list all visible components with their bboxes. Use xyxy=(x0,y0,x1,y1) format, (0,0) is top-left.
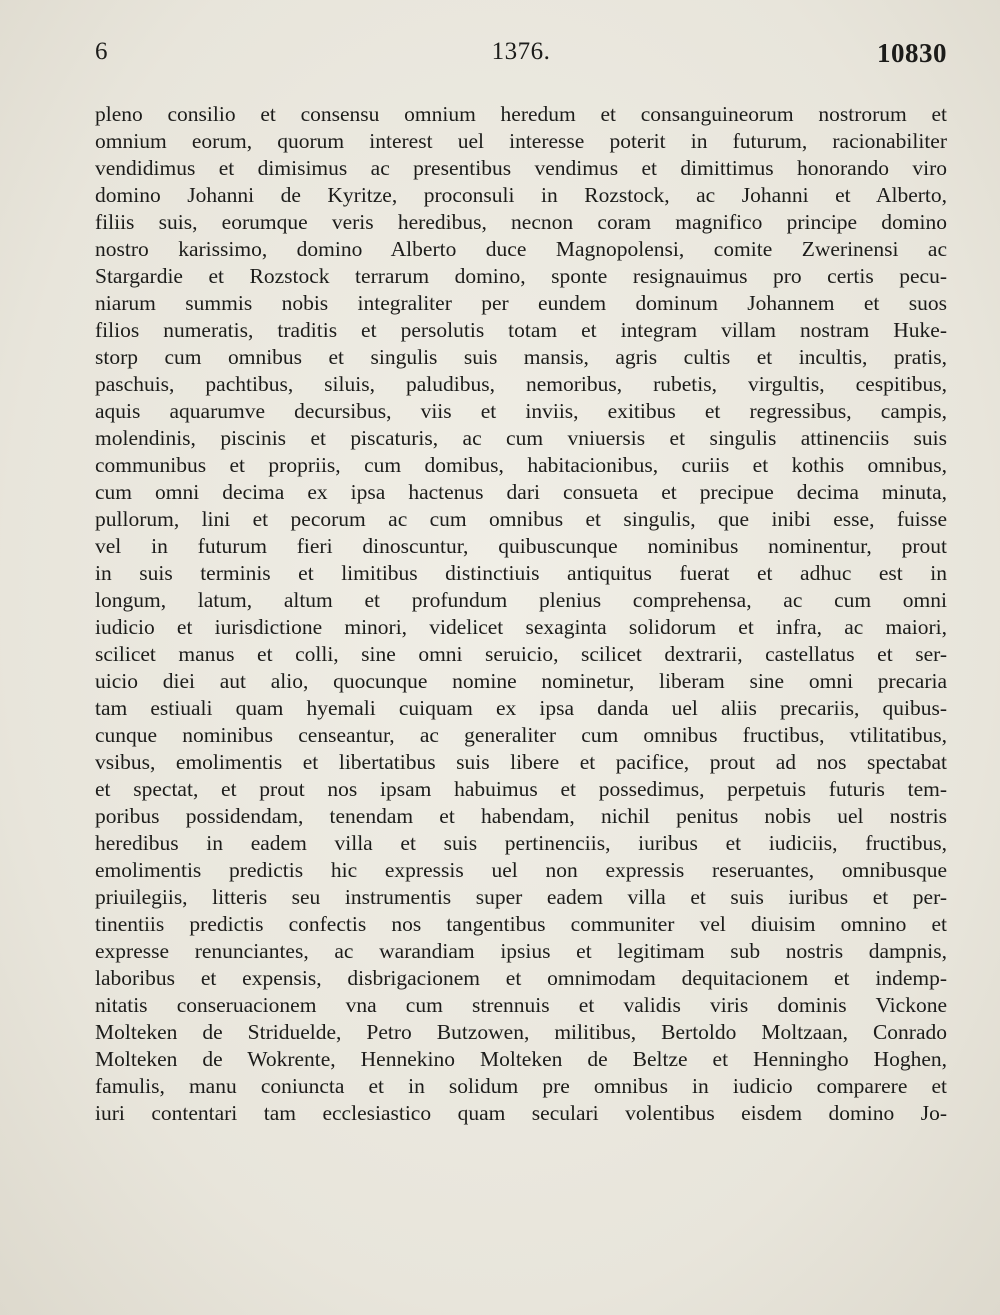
text-line: nostro karissimo, domino Alberto duce Magnopolensi, comite Zwerinensi ac xyxy=(95,237,947,261)
text-line: cunque nominibus censeantur, ac generaliter cum omnibus fructibus, vtilitatibus, xyxy=(95,723,947,747)
text-line: tam estiuali quam hyemali cuiquam ex ipsa danda uel aliis precariis, quibus- xyxy=(95,696,947,720)
page-header xyxy=(95,38,947,78)
text-line: filios numeratis, traditis et persolutis totam et integram villam nostram Huke- xyxy=(95,318,947,342)
text-line: filiis suis, eorumque veris heredibus, necnon coram magnifico principe domino xyxy=(95,210,947,234)
text-line: aquis aquarumve decursibus, viis et inviis, exitibus et regressibus, campis, xyxy=(95,399,947,423)
text-line: pleno consilio et consensu omnium heredum et consanguineorum nostrorum et xyxy=(95,102,947,126)
text-line: laboribus et expensis, disbrigacionem et omnimodam dequitacionem et indemp- xyxy=(95,966,947,990)
text-line: storp cum omnibus et singulis suis mansis, agris cultis et incultis, pratis, xyxy=(95,345,947,369)
text-line: domino Johanni de Kyritze, proconsuli in Rozstock, ac Johanni et Alberto, xyxy=(95,183,947,207)
text-line: expresse renunciantes, ac warandiam ipsius et legitimam sub nostris dampnis, xyxy=(95,939,947,963)
text-line: cum omni decima ex ipsa hactenus dari consueta et precipue decima minuta, xyxy=(95,480,947,504)
text-line: vel in futurum fieri dinoscuntur, quibuscunque nominibus nominentur, prout xyxy=(95,534,947,558)
text-line: Molteken de Striduelde, Petro Butzowen, militibus, Bertoldo Moltzaan, Conrado xyxy=(95,1020,947,1044)
header-page-number: 6 xyxy=(95,38,108,65)
text-line: longum, latum, altum et profundum plenius comprehensa, ac cum omni xyxy=(95,588,947,612)
text-line: Molteken de Wokrente, Hennekino Molteken de Beltze et Henningho Hoghen, xyxy=(95,1047,947,1071)
text-line: iudicio et iurisdictione minori, videlicet sexaginta solidorum et infra, ac maiori, xyxy=(95,615,947,639)
text-line: uicio diei aut alio, quocunque nomine nominetur, liberam sine omni precaria xyxy=(95,669,947,693)
header-document-number: 10830 xyxy=(877,38,947,68)
text-line: emolimentis predictis hic expressis uel non expressis reseruantes, omnibusque xyxy=(95,858,947,882)
text-line: communibus et propriis, cum domibus, habitacionibus, curiis et kothis omnibus, xyxy=(95,453,947,477)
text-line: vendidimus et dimisimus ac presentibus vendimus et dimittimus honorando viro xyxy=(95,156,947,180)
text-line: poribus possidendam, tenendam et habendam, nichil penitus nobis uel nostris xyxy=(95,804,947,828)
text-line: heredibus in eadem villa et suis pertinenciis, iuribus et iudiciis, fructibus, xyxy=(95,831,947,855)
text-line: et spectat, et prout nos ipsam habuimus et possedimus, perpetuis futuris tem- xyxy=(95,777,947,801)
text-line: nitatis conseruacionem vna cum strennuis et validis viris dominis Vickone xyxy=(95,993,947,1017)
text-line: scilicet manus et colli, sine omni seruicio, scilicet dextrarii, castellatus et ser- xyxy=(95,642,947,666)
body-text xyxy=(95,101,947,1127)
text-line: tinentiis predictis confectis nos tangentibus communiter vel diuisim omnino et xyxy=(95,912,947,936)
text-line: Stargardie et Rozstock terrarum domino, sponte resignauimus pro certis pecu- xyxy=(95,264,947,288)
text-line: iuri contentari tam ecclesiastico quam seculari volentibus eisdem domino Jo- xyxy=(95,1101,947,1125)
text-line: vsibus, emolimentis et libertatibus suis libere et pacifice, prout ad nos spectabat xyxy=(95,750,947,774)
text-line: niarum summis nobis integraliter per eundem dominum Johannem et suos xyxy=(95,291,947,315)
text-line: pullorum, lini et pecorum ac cum omnibus et singulis, que inibi esse, fuisse xyxy=(95,507,947,531)
text-line: molendinis, piscinis et piscaturis, ac cum vniuersis et singulis attinenciis suis xyxy=(95,426,947,450)
text-line: in suis terminis et limitibus distinctiuis antiquitus fuerat et adhuc est in xyxy=(95,561,947,585)
text-line: famulis, manu coniuncta et in solidum pre omnibus in iudicio comparere et xyxy=(95,1074,947,1098)
text-line: omnium eorum, quorum interest uel interesse poterit in futurum, racionabiliter xyxy=(95,129,947,153)
header-year: 1376. xyxy=(491,38,551,65)
text-line: paschuis, pachtibus, siluis, paludibus, nemoribus, rubetis, virgultis, cespitibus, xyxy=(95,372,947,396)
text-line: priuilegiis, litteris seu instrumentis super eadem villa et suis iuribus et per- xyxy=(95,885,947,909)
